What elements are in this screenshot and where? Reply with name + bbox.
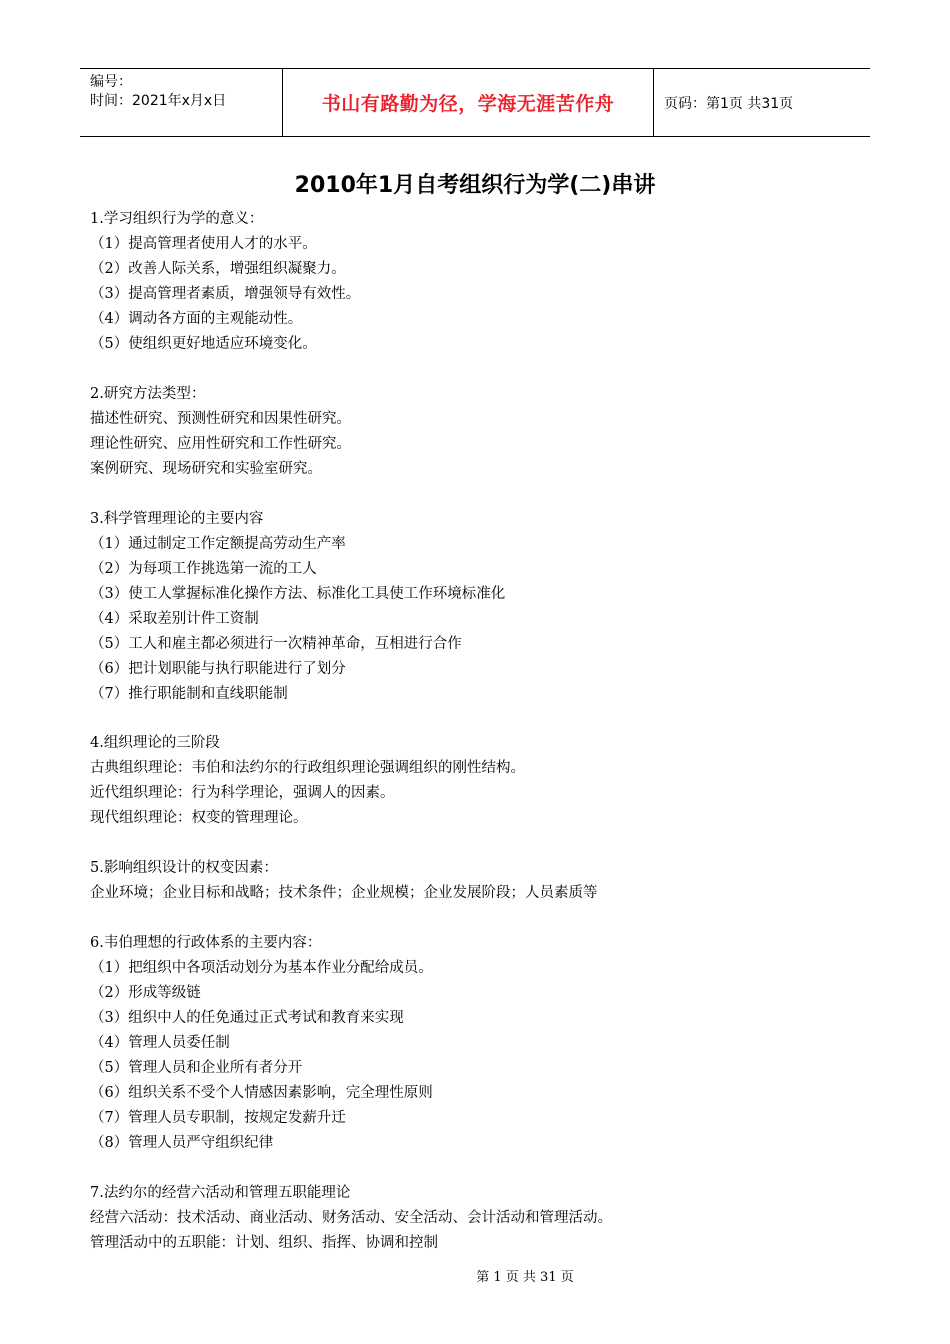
section-item: （1）把组织中各项活动划分为基本作业分配给成员。 bbox=[90, 959, 433, 976]
document-title: 2010年1月自考组织行为学(二)串讲 bbox=[294, 173, 656, 198]
section-heading: 2.研究方法类型： bbox=[90, 385, 206, 402]
section-item: 管理活动中的五职能：计划、组织、指挥、协调和控制 bbox=[90, 1234, 438, 1251]
section-heading: 1.学习组织行为学的意义： bbox=[90, 211, 264, 227]
section-item: 描述性研究、预测性研究和因果性研究。 bbox=[90, 410, 351, 427]
section-item: （4）采取差别计件工资制 bbox=[90, 610, 259, 627]
section-heading: 7.法约尔的经营六活动和管理五职能理论 bbox=[90, 1184, 351, 1201]
section-item: （3）使工人掌握标准化操作方法、标准化工具使工作环境标准化 bbox=[90, 585, 506, 602]
section-item: （7）推行职能制和直线职能制 bbox=[90, 685, 288, 702]
section-item: （4）调动各方面的主观能动性。 bbox=[90, 311, 303, 327]
section-gap bbox=[90, 906, 870, 931]
header-table bbox=[80, 68, 870, 137]
section-item: （8）管理人员严守组织纪律 bbox=[90, 1134, 274, 1151]
section-item: （1）提高管理者使用人才的水平。 bbox=[90, 236, 317, 252]
section-item: 现代组织理论：权变的管理理论。 bbox=[90, 810, 308, 827]
page-footer: 第 1 页 共 31 页 bbox=[476, 1270, 574, 1285]
section-item: （5）使组织更好地适应环境变化。 bbox=[90, 336, 317, 352]
section-gap bbox=[90, 1156, 870, 1181]
section-item: （5）工人和雇主都必须进行一次精神革命，互相进行合作 bbox=[90, 635, 462, 652]
section-item: 古典组织理论：韦伯和法约尔的行政组织理论强调组织的刚性结构。 bbox=[90, 760, 525, 777]
section-item: 近代组织理论：行为科学理论，强调人的因素。 bbox=[90, 785, 395, 802]
section-gap bbox=[90, 707, 870, 732]
section-item: （6）组织关系不受个人情感因素影响，完全理性原则 bbox=[90, 1084, 433, 1101]
document-body bbox=[90, 207, 870, 1256]
section-gap bbox=[90, 357, 870, 382]
section-item: （4）管理人员委任制 bbox=[90, 1034, 230, 1051]
section-item: 案例研究、现场研究和实验室研究。 bbox=[90, 460, 322, 477]
section-item: 经营六活动：技术活动、商业活动、财务活动、安全活动、会计活动和管理活动。 bbox=[90, 1209, 612, 1226]
section-item: （1）通过制定工作定额提高劳动生产率 bbox=[90, 535, 346, 552]
motto: 书山有路勤为径，学海无涯苦作舟 bbox=[282, 69, 654, 136]
section-item: （7）管理人员专职制，按规定发薪升迁 bbox=[90, 1109, 346, 1126]
page-info: 页码：第1页 共31页 bbox=[664, 95, 794, 112]
section-item: （3）组织中人的任免通过正式考试和教育来实现 bbox=[90, 1009, 404, 1026]
header-left-cell bbox=[80, 69, 282, 136]
section-item: （2）为每项工作挑选第一流的工人 bbox=[90, 560, 317, 577]
section-gap bbox=[90, 831, 870, 856]
section-item: （2）形成等级链 bbox=[90, 984, 201, 1001]
section-item: 理论性研究、应用性研究和工作性研究。 bbox=[90, 435, 351, 452]
time-label: 时间：2021年x月x日 bbox=[90, 93, 227, 109]
number-label: 编号： bbox=[90, 74, 132, 90]
section-heading: 5.影响组织设计的权变因素： bbox=[90, 860, 278, 877]
section-item: （5）管理人员和企业所有者分开 bbox=[90, 1059, 303, 1076]
section-heading: 4.组织理论的三阶段 bbox=[90, 735, 220, 752]
section-item: （6）把计划职能与执行职能进行了划分 bbox=[90, 660, 346, 677]
section-item: （2）改善人际关系，增强组织凝聚力。 bbox=[90, 261, 346, 277]
section-item: 企业环境；企业目标和战略；技术条件；企业规模；企业发展阶段；人员素质等 bbox=[90, 885, 598, 902]
section-item: （3）提高管理者素质，增强领导有效性。 bbox=[90, 286, 361, 302]
section-heading: 3.科学管理理论的主要内容 bbox=[90, 510, 264, 527]
section-heading: 6.韦伯理想的行政体系的主要内容： bbox=[90, 934, 322, 951]
section-gap bbox=[90, 482, 870, 507]
